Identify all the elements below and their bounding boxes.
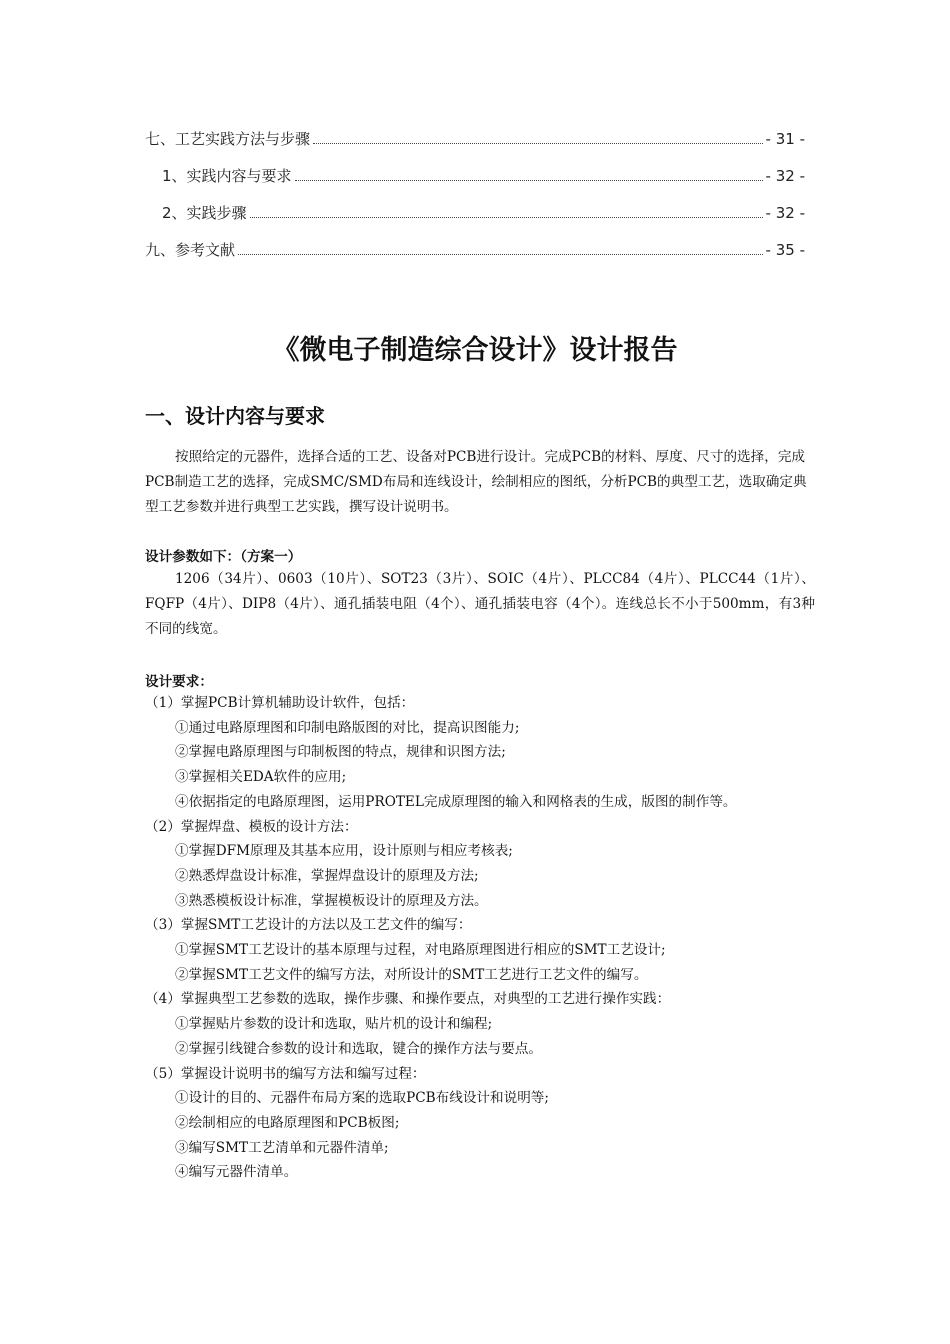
requirement-subitem: ②绘制相应的电路原理图和PCB板图; — [175, 1114, 400, 1131]
toc-leader-dots — [295, 180, 763, 181]
toc-entry[interactable] — [145, 165, 805, 202]
toc-entry-page: - 31 - — [765, 130, 805, 148]
requirement-subitem: ①掌握贴片参数的设计和选取，贴片机的设计和编程; — [175, 1016, 493, 1033]
requirements-list — [145, 691, 825, 1185]
requirement-subitem: ③编写SMT工艺清单和元器件清单; — [175, 1139, 389, 1156]
requirement-item: （4）掌握典型工艺参数的选取，操作步骤、和操作要点，对典型的工艺进行操作实践： — [145, 991, 671, 1008]
requirement-subitem: ②掌握电路原理图与印制板图的特点，规律和识图方法; — [175, 744, 506, 761]
requirement-subitem: ①掌握SMT工艺设计的基本原理与过程，对电路原理图进行相应的SMT工艺设计; — [175, 942, 666, 959]
requirement-item: （1）掌握PCB计算机辅助设计软件，包括： — [145, 695, 415, 711]
toc-entry[interactable] — [145, 128, 805, 165]
report-title: 《微电子制造综合设计》设计报告 — [272, 335, 678, 366]
table-of-contents — [145, 128, 805, 276]
toc-entry[interactable] — [145, 239, 805, 276]
requirement-subitem: ①掌握DFM原理及其基本应用，设计原则与相应考核表; — [175, 843, 513, 860]
design-requirements-label: 设计要求： — [145, 674, 213, 690]
toc-entry-label: 1、实践内容与要求 — [162, 167, 292, 185]
toc-entry-page: - 32 - — [765, 204, 805, 222]
requirement-subitem: ②掌握SMT工艺文件的编写方法，对所设计的SMT工艺进行工艺文件的编写。 — [175, 966, 648, 983]
requirement-subitem: ③掌握相关EDA软件的应用; — [175, 769, 347, 786]
requirement-item: （2）掌握焊盘、模板的设计方法： — [145, 818, 358, 835]
toc-entry-label: 七、工艺实践方法与步骤 — [145, 130, 311, 148]
requirement-subitem: ②熟悉焊盘设计标准，掌握焊盘设计的原理及方法; — [175, 867, 479, 884]
toc-entry-page: - 32 - — [765, 167, 805, 185]
requirement-item: （5）掌握设计说明书的编写方法和编写过程： — [145, 1065, 426, 1082]
toc-leader-dots — [250, 217, 763, 218]
design-params-paragraph: 1206（34片）、0603（10片）、SOT23（3片）、SOIC（4片）、PLCC84（4片）、PLCC44（1片）、FQFP（4片）、DIP8（4片）、通孔插装电阻（4个）、通孔插装电容（4个）。连线总长不小于500mm，有3种不同的线宽。 — [145, 571, 815, 637]
toc-leader-dots — [313, 143, 763, 144]
toc-entry-page: - 35 - — [765, 241, 805, 259]
requirement-subitem: ①通过电路原理图和印制电路版图的对比，提高识图能力; — [175, 719, 520, 736]
intro-paragraph: 按照给定的元器件，选择合适的工艺、设备对PCB进行设计。完成PCB的材料、厚度、尺寸的选择，完成PCB制造工艺的选择，完成SMC/SMD布局和连线设计，绘制相应的图纸，分析PCB的典型工艺，选取确定典型工艺参数并进行典型工艺实践，撰写设计说明书。 — [145, 449, 807, 515]
toc-entry[interactable] — [145, 202, 805, 239]
toc-entry-label: 九、参考文献 — [145, 241, 236, 259]
requirement-item: （3）掌握SMT工艺设计的方法以及工艺文件的编写： — [145, 917, 472, 934]
requirement-subitem: ②掌握引线键合参数的设计和选取，键合的操作方法与要点。 — [175, 1040, 543, 1057]
design-params-label: 设计参数如下：（方案一） — [145, 549, 302, 565]
requirement-subitem: ③熟悉模板设计标准，掌握模板设计的原理及方法。 — [175, 892, 488, 909]
toc-leader-dots — [238, 254, 763, 255]
requirement-subitem: ④依据指定的电路原理图，运用PROTEL完成原理图的输入和网格表的生成，版图的制作等。 — [175, 793, 737, 810]
section-heading: 一、设计内容与要求 — [145, 404, 325, 428]
requirement-subitem: ①设计的目的、元器件布局方案的选取PCB布线设计和说明等; — [175, 1090, 549, 1107]
toc-entry-label: 2、实践步骤 — [162, 204, 247, 222]
requirement-subitem: ④编写元器件清单。 — [175, 1164, 298, 1181]
